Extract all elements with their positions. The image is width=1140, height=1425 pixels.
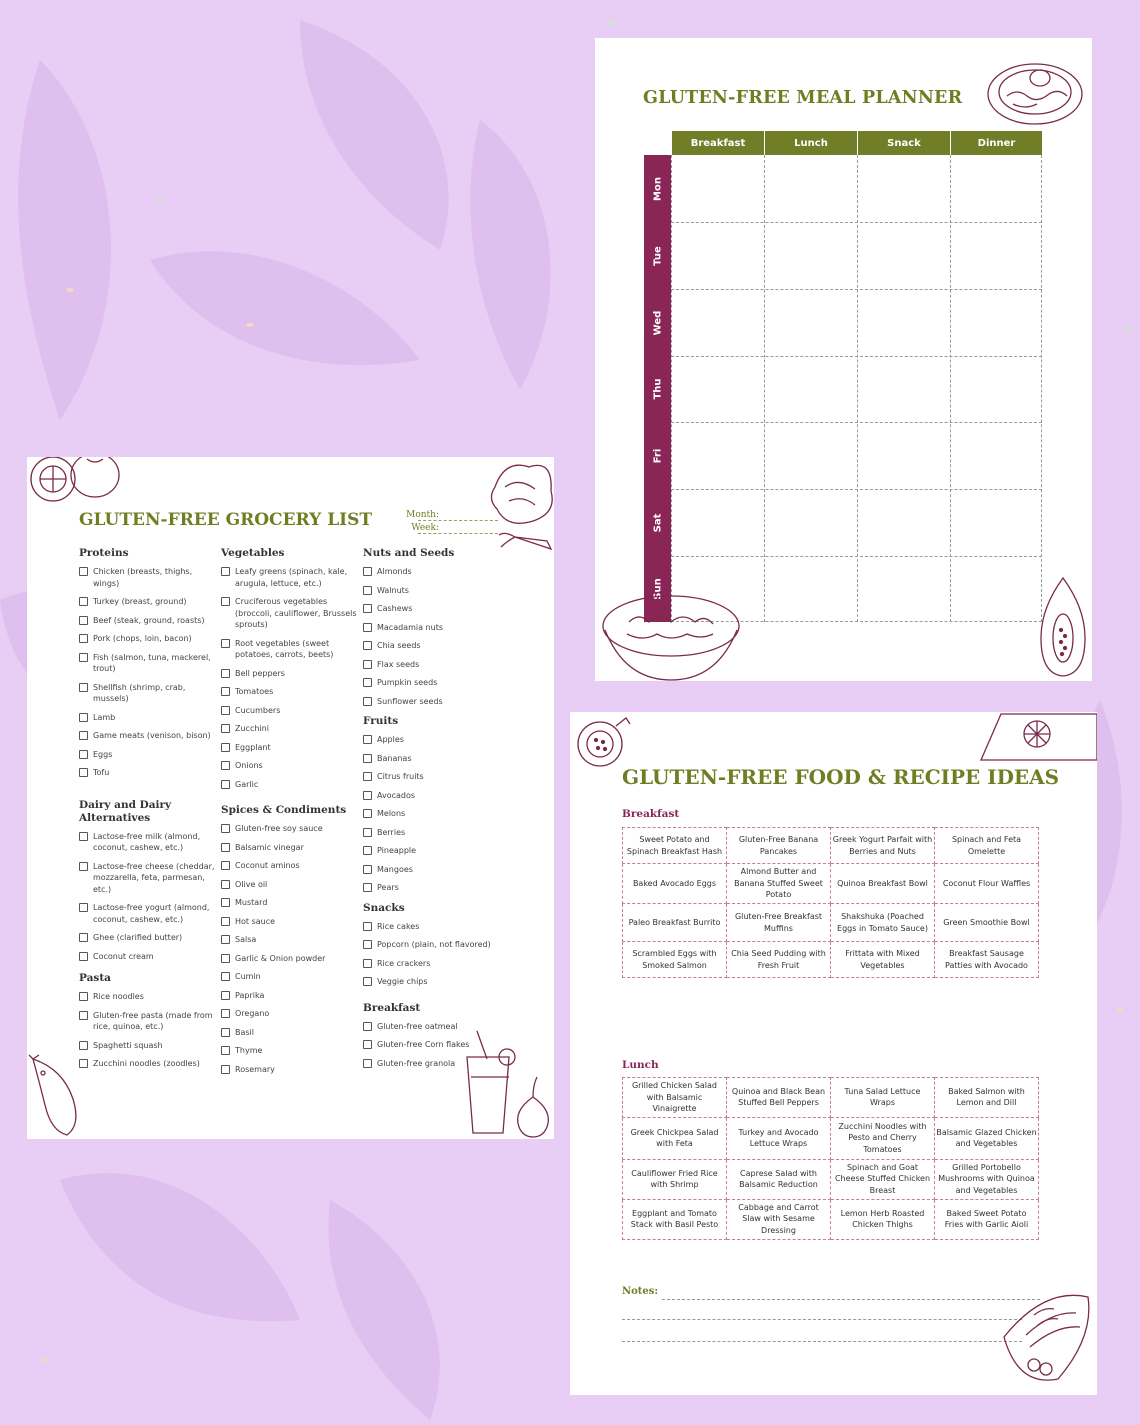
- recipe-cell: Greek Chickpea Salad with Feta: [623, 1117, 727, 1159]
- grocery-item[interactable]: Bananas: [363, 753, 513, 765]
- checkbox[interactable]: [363, 660, 372, 669]
- grocery-item[interactable]: Garlic & Onion powder: [221, 953, 361, 965]
- checkbox[interactable]: [363, 959, 372, 968]
- breakfast-ideas-table: [622, 827, 1039, 978]
- grocery-item[interactable]: Cumin: [221, 971, 361, 983]
- checkbox[interactable]: [363, 940, 372, 949]
- grocery-item[interactable]: Salsa: [221, 934, 361, 946]
- recipe-cell: Balsamic Glazed Chicken and Vegetables: [935, 1117, 1039, 1159]
- grocery-item[interactable]: Root vegetables (sweet potatoes, carrots, beets): [221, 638, 361, 661]
- recipe-cell: Frittata with Mixed Vegetables: [831, 942, 935, 978]
- checkbox[interactable]: [221, 1028, 230, 1037]
- grocery-item[interactable]: Hot sauce: [221, 916, 361, 928]
- checkbox[interactable]: [363, 791, 372, 800]
- recipe-cell: Gluten-Free Breakfast Muffins: [727, 904, 831, 942]
- checkbox[interactable]: [221, 880, 230, 889]
- meal-grid[interactable]: [671, 155, 1042, 622]
- grocery-item[interactable]: Veggie chips: [363, 976, 513, 988]
- day-label-mon: Mon: [644, 155, 671, 222]
- table-row: [623, 1159, 1039, 1199]
- drink-garlic-illustration: [463, 1027, 554, 1139]
- checkbox[interactable]: [79, 832, 88, 841]
- table-row: [623, 864, 1039, 904]
- checkbox[interactable]: [363, 754, 372, 763]
- grocery-item[interactable]: Coconut aminos: [221, 860, 361, 872]
- checkbox[interactable]: [363, 883, 372, 892]
- table-row: [623, 1117, 1039, 1159]
- checkbox[interactable]: [221, 687, 230, 696]
- checkbox[interactable]: [363, 1040, 372, 1049]
- grocery-item[interactable]: Shellfish (shrimp, crab, mussels): [79, 682, 219, 705]
- grocery-item[interactable]: Citrus fruits: [363, 771, 513, 783]
- checkbox[interactable]: [79, 683, 88, 692]
- grocery-item[interactable]: Game meats (venison, bison): [79, 730, 219, 742]
- column-header-dinner: Dinner: [950, 131, 1042, 155]
- column-header-breakfast: Breakfast: [671, 131, 764, 155]
- grocery-item[interactable]: Ghee (clarified butter): [79, 932, 219, 944]
- grocery-item[interactable]: Gluten-free oatmeal: [363, 1021, 513, 1033]
- grocery-item[interactable]: Pumpkin seeds: [363, 677, 513, 689]
- table-row: [623, 942, 1039, 978]
- table-row: [623, 828, 1039, 864]
- meal-planner-page: [595, 38, 1092, 681]
- grocery-item[interactable]: Tomatoes: [221, 686, 361, 698]
- grocery-item[interactable]: Pineapple: [363, 845, 513, 857]
- recipe-ideas-title: GLUTEN-FREE FOOD & RECIPE IDEAS: [622, 765, 1060, 789]
- grocery-item[interactable]: Macadamia nuts: [363, 622, 513, 634]
- checkbox[interactable]: [363, 828, 372, 837]
- grocery-item[interactable]: Mustard: [221, 897, 361, 909]
- fish-illustration: [27, 1053, 89, 1139]
- grocery-item[interactable]: Pork (chops, loin, bacon): [79, 633, 219, 645]
- grocery-item[interactable]: Walnuts: [363, 585, 513, 597]
- recipe-cell: Cabbage and Carrot Slaw with Sesame Dressing: [727, 1199, 831, 1239]
- lunch-section-label: Lunch: [622, 1059, 659, 1071]
- checkbox[interactable]: [363, 865, 372, 874]
- grocery-item[interactable]: Zucchini noodles (zoodles): [79, 1058, 219, 1070]
- grocery-item[interactable]: Turkey (breast, ground): [79, 596, 219, 608]
- meal-planner-title: GLUTEN-FREE MEAL PLANNER: [643, 88, 963, 108]
- grocery-item[interactable]: Bell peppers: [221, 668, 361, 680]
- checkbox[interactable]: [221, 639, 230, 648]
- checkbox[interactable]: [79, 634, 88, 643]
- recipe-cell: Spinach and Goat Cheese Stuffed Chicken Breast: [831, 1159, 935, 1199]
- recipe-ideas-page: [570, 712, 1097, 1395]
- recipe-cell: Tuna Salad Lettuce Wraps: [831, 1078, 935, 1118]
- checkbox[interactable]: [79, 713, 88, 722]
- recipe-cell: Caprese Salad with Balsamic Reduction: [727, 1159, 831, 1199]
- checkbox[interactable]: [221, 917, 230, 926]
- recipe-cell: Shakshuka (Poached Eggs in Tomato Sauce): [831, 904, 935, 942]
- section-heading-pasta: Pasta: [79, 972, 111, 984]
- grocery-item[interactable]: Fish (salmon, tuna, mackerel, trout): [79, 652, 219, 675]
- checkbox[interactable]: [79, 731, 88, 740]
- checkbox[interactable]: [363, 604, 372, 613]
- grocery-item[interactable]: Cucumbers: [221, 705, 361, 717]
- section-heading-spices: Spices & Condiments: [221, 804, 347, 816]
- section-heading-vegetables: Vegetables: [221, 547, 285, 559]
- day-label-sat: Sat: [644, 489, 671, 556]
- grocery-item[interactable]: Popcorn (plain, not flavored): [363, 939, 513, 951]
- checkbox[interactable]: [221, 935, 230, 944]
- grocery-item[interactable]: Pears: [363, 882, 513, 894]
- grocery-item[interactable]: Balsamic vinegar: [221, 842, 361, 854]
- grocery-item[interactable]: Mangoes: [363, 864, 513, 876]
- recipe-cell: Chia Seed Pudding with Fresh Fruit: [727, 942, 831, 978]
- grocery-item[interactable]: Rice crackers: [363, 958, 513, 970]
- checkbox[interactable]: [79, 992, 88, 1001]
- grocery-item[interactable]: Basil: [221, 1027, 361, 1039]
- grocery-item[interactable]: Oregano: [221, 1008, 361, 1020]
- grocery-item[interactable]: Gluten-free pasta (made from rice, quinoa, etc.): [79, 1010, 219, 1033]
- checkbox[interactable]: [79, 616, 88, 625]
- breakfast-section-label: Breakfast: [622, 808, 680, 820]
- bowl-illustration: [599, 586, 744, 681]
- checkbox[interactable]: [221, 597, 230, 606]
- checkbox[interactable]: [221, 824, 230, 833]
- checkbox[interactable]: [79, 1041, 88, 1050]
- checkbox[interactable]: [363, 846, 372, 855]
- section-heading-breakfast: Breakfast: [363, 1001, 421, 1014]
- grocery-item[interactable]: Spaghetti squash: [79, 1040, 219, 1052]
- checkbox[interactable]: [79, 750, 88, 759]
- checkbox[interactable]: [363, 922, 372, 931]
- checkbox[interactable]: [363, 1059, 372, 1068]
- checkbox[interactable]: [221, 669, 230, 678]
- checkbox[interactable]: [221, 954, 230, 963]
- checkbox[interactable]: [363, 977, 372, 986]
- recipe-cell: Paleo Breakfast Burrito: [623, 904, 727, 942]
- checkbox[interactable]: [221, 1046, 230, 1055]
- recipe-cell: Coconut Flour Waffles: [935, 864, 1039, 904]
- checkbox[interactable]: [363, 809, 372, 818]
- grocery-item[interactable]: Paprika: [221, 990, 361, 1002]
- week-label: Week:: [411, 523, 439, 533]
- grocery-list-page: [27, 457, 554, 1139]
- grocery-item[interactable]: Sunflower seeds: [363, 696, 513, 708]
- checkbox[interactable]: [221, 1065, 230, 1074]
- checkbox[interactable]: [79, 653, 88, 662]
- checkbox[interactable]: [221, 861, 230, 870]
- grocery-item[interactable]: Cashews: [363, 603, 513, 615]
- checkbox[interactable]: [363, 641, 372, 650]
- recipe-cell: Breakfast Sausage Patties with Avocado: [935, 942, 1039, 978]
- lunch-ideas-table: [622, 1077, 1039, 1240]
- recipe-cell: Scrambled Eggs with Smoked Salmon: [623, 942, 727, 978]
- notes-line[interactable]: [622, 1319, 1022, 1320]
- grocery-item[interactable]: Cruciferous vegetables (broccoli, cauliflower, Brussels sprouts): [221, 596, 361, 631]
- grocery-item[interactable]: Eggs: [79, 749, 219, 761]
- checkbox[interactable]: [221, 991, 230, 1000]
- recipe-cell: Baked Salmon with Lemon and Dill: [935, 1078, 1039, 1118]
- section-heading-proteins: Proteins: [79, 547, 129, 559]
- checkbox[interactable]: [221, 898, 230, 907]
- table-row: [623, 1199, 1039, 1239]
- grocery-item[interactable]: Gluten-free granola: [363, 1058, 513, 1070]
- grocery-item[interactable]: Zucchini: [221, 723, 361, 735]
- grocery-item[interactable]: Lamb: [79, 712, 219, 724]
- grocery-item[interactable]: Apples: [363, 734, 513, 746]
- recipe-cell: Almond Butter and Banana Stuffed Sweet Potato: [727, 864, 831, 904]
- recipe-cell: Eggplant and Tomato Stack with Basil Pesto: [623, 1199, 727, 1239]
- grocery-item[interactable]: Avocados: [363, 790, 513, 802]
- grocery-item[interactable]: Lactose-free milk (almond, coconut, cashew, etc.): [79, 831, 219, 854]
- grocery-item[interactable]: Leafy greens (spinach, kale, arugula, lettuce, etc.): [221, 566, 361, 589]
- grocery-item[interactable]: Flax seeds: [363, 659, 513, 671]
- grocery-column-1: [79, 547, 219, 1077]
- checkbox[interactable]: [363, 623, 372, 632]
- month-label: Month:: [406, 510, 439, 520]
- checkbox[interactable]: [221, 567, 230, 576]
- checkbox[interactable]: [79, 1011, 88, 1020]
- table-row: [623, 904, 1039, 942]
- grocery-item[interactable]: Tofu: [79, 767, 219, 779]
- plate-illustration: [985, 56, 1085, 128]
- grocery-column-3: [363, 547, 513, 1076]
- checkbox[interactable]: [79, 952, 88, 961]
- section-heading-fruits: Fruits: [363, 715, 399, 727]
- recipe-cell: Grilled Chicken Salad with Balsamic Vinaigrette: [623, 1078, 727, 1118]
- notes-label: Notes:: [622, 1286, 659, 1297]
- checkbox[interactable]: [363, 697, 372, 706]
- cutting-board-lemon-illustration: [977, 712, 1097, 762]
- grocery-item[interactable]: Beef (steak, ground, roasts): [79, 615, 219, 627]
- recipe-cell: Sweet Potato and Spinach Breakfast Hash: [623, 828, 727, 864]
- section-heading-nuts-seeds: Nuts and Seeds: [363, 547, 455, 559]
- recipe-cell: Green Smoothie Bowl: [935, 904, 1039, 942]
- checkbox[interactable]: [221, 972, 230, 981]
- checkbox[interactable]: [221, 706, 230, 715]
- recipe-cell: Spinach and Feta Omelette: [935, 828, 1039, 864]
- recipe-cell: Greek Yogurt Parfait with Berries and Nuts: [831, 828, 935, 864]
- grocery-item[interactable]: Rice noodles: [79, 991, 219, 1003]
- grocery-item[interactable]: Lactose-free cheese (cheddar, mozzarella, feta, parmesan, etc.): [79, 861, 219, 896]
- grocery-item[interactable]: Garlic: [221, 779, 361, 791]
- grocery-item[interactable]: Rice cakes: [363, 921, 513, 933]
- grocery-item[interactable]: Olive oil: [221, 879, 361, 891]
- recipe-cell: Zucchini Noodles with Pesto and Cherry Tomatoes: [831, 1117, 935, 1159]
- grocery-item[interactable]: Chicken (breasts, thighs, wings): [79, 566, 219, 589]
- recipe-cell: Gluten-Free Banana Pancakes: [727, 828, 831, 864]
- column-header-lunch: Lunch: [764, 131, 857, 155]
- day-label-tue: Tue: [644, 222, 671, 289]
- checkbox[interactable]: [79, 903, 88, 912]
- grocery-column-2: [221, 547, 361, 1082]
- checkbox[interactable]: [79, 597, 88, 606]
- day-label-thu: Thu: [644, 356, 671, 422]
- recipe-cell: Baked Avocado Eggs: [623, 864, 727, 904]
- checkbox[interactable]: [363, 567, 372, 576]
- column-header-snack: Snack: [857, 131, 950, 155]
- checkbox[interactable]: [79, 933, 88, 942]
- checkbox[interactable]: [363, 1022, 372, 1031]
- grocery-item[interactable]: Berries: [363, 827, 513, 839]
- checkbox[interactable]: [221, 1009, 230, 1018]
- checkbox[interactable]: [221, 843, 230, 852]
- grocery-item[interactable]: Lactose-free yogurt (almond, coconut, cashew, etc.): [79, 902, 219, 925]
- table-row: [623, 1078, 1039, 1118]
- recipe-cell: Turkey and Avocado Lettuce Wraps: [727, 1117, 831, 1159]
- checkbox[interactable]: [79, 768, 88, 777]
- section-heading-snacks: Snacks: [363, 901, 405, 914]
- grocery-item[interactable]: Gluten-free Corn flakes: [363, 1039, 513, 1051]
- day-label-sun: Sun: [644, 556, 671, 622]
- lettuce-carrot-illustration: [485, 457, 554, 555]
- grocery-item[interactable]: Onions: [221, 760, 361, 772]
- day-label-fri: Fri: [644, 422, 671, 489]
- recipe-cell: Grilled Portobello Mushrooms with Quinoa and Vegetables: [935, 1159, 1039, 1199]
- checkbox[interactable]: [363, 735, 372, 744]
- grocery-list-title: GLUTEN-FREE GROCERY LIST: [79, 510, 373, 530]
- recipe-cell: Baked Sweet Potato Fries with Garlic Aioli: [935, 1199, 1039, 1239]
- grilled-fish-plate-illustration: [998, 1285, 1093, 1390]
- checkbox[interactable]: [79, 862, 88, 871]
- grocery-item[interactable]: Almonds: [363, 566, 513, 578]
- checkbox[interactable]: [221, 724, 230, 733]
- recipe-cell: Lemon Herb Roasted Chicken Thighs: [831, 1199, 935, 1239]
- recipe-cell: Cauliflower Fried Rice with Shrimp: [623, 1159, 727, 1199]
- grocery-item[interactable]: Chia seeds: [363, 640, 513, 652]
- notes-line[interactable]: [662, 1299, 1040, 1300]
- grocery-item[interactable]: Thyme: [221, 1045, 361, 1057]
- grocery-item[interactable]: Rosemary: [221, 1064, 361, 1076]
- notes-line[interactable]: [622, 1341, 1022, 1342]
- grocery-item[interactable]: Melons: [363, 808, 513, 820]
- checkbox[interactable]: [79, 567, 88, 576]
- papaya-illustration: [1035, 574, 1090, 680]
- day-label-wed: Wed: [644, 289, 671, 356]
- section-heading-dairy: Dairy and Dairy Alternatives: [79, 798, 172, 824]
- grocery-item[interactable]: Eggplant: [221, 742, 361, 754]
- recipe-cell: Quinoa Breakfast Bowl: [831, 864, 935, 904]
- checkbox[interactable]: [363, 772, 372, 781]
- checkbox[interactable]: [221, 780, 230, 789]
- grocery-item[interactable]: Coconut cream: [79, 951, 219, 963]
- checkbox[interactable]: [221, 743, 230, 752]
- recipe-cell: Quinoa and Black Bean Stuffed Bell Peppers: [727, 1078, 831, 1118]
- checkbox[interactable]: [363, 678, 372, 687]
- grocery-item[interactable]: Gluten-free soy sauce: [221, 823, 361, 835]
- checkbox[interactable]: [363, 586, 372, 595]
- checkbox[interactable]: [221, 761, 230, 770]
- tomato-illustration: [27, 457, 123, 503]
